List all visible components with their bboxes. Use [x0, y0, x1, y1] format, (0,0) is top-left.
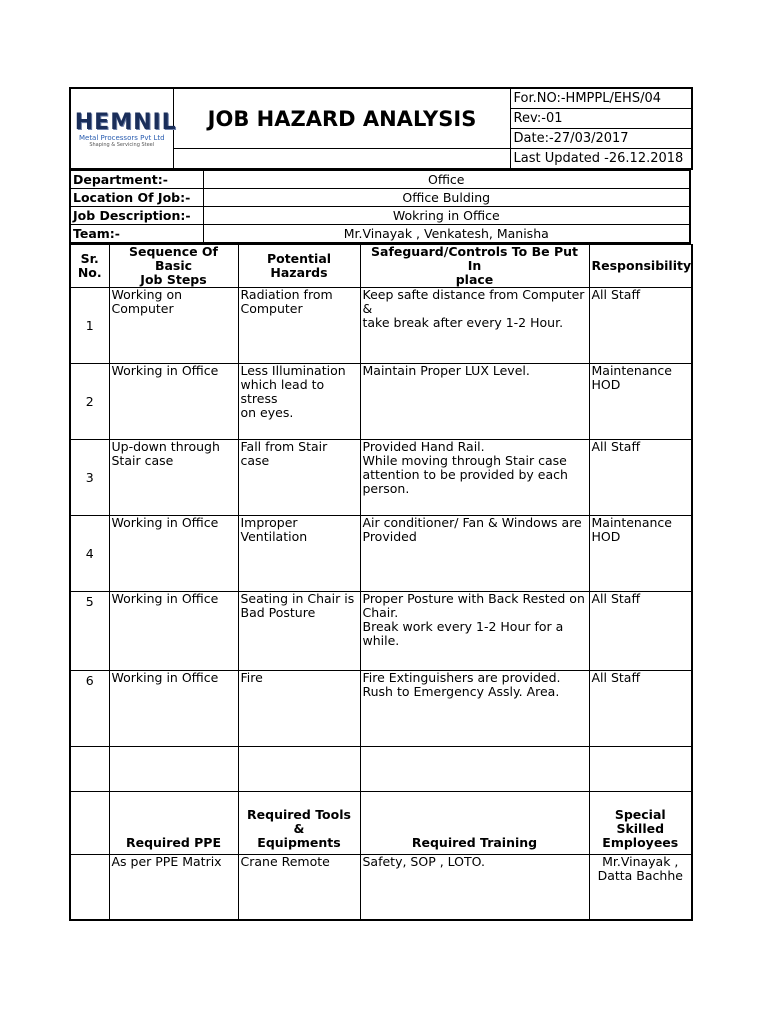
required-ppe-label: Required PPE — [109, 792, 238, 855]
row-step: Working in Office — [109, 516, 238, 592]
description-label: Job Description:- — [70, 207, 203, 225]
company-logo — [70, 88, 177, 169]
logo-subtitle: Metal Processors Pvt Ltd — [78, 133, 165, 142]
table-row — [70, 440, 692, 516]
required-tools-label: Required Tools & Equipments — [238, 792, 360, 855]
row-control: Proper Posture with Back Rested on Chair. Break work every 1-2 Hour for a while. — [360, 592, 589, 671]
document-title: JOB HAZARD ANALYSIS — [173, 88, 510, 149]
row-responsibility: All Staff — [589, 288, 692, 364]
row-sr: 3 — [70, 440, 109, 516]
row-control: Air conditioner/ Fan & Windows are Provided — [360, 516, 589, 592]
logo-tagline: Shaping & Servicing Steel — [89, 141, 155, 148]
table-row — [70, 671, 692, 747]
issue-date: Date:-27/03/2017 — [510, 129, 692, 149]
table-row — [70, 364, 692, 440]
row-hazard: Fire — [238, 671, 360, 747]
col-responsibility: Responsibility — [589, 245, 692, 288]
team-label: Team:- — [70, 225, 203, 244]
row-hazard: Radiation from Computer — [238, 288, 360, 364]
form-number: For.NO:-HMPPL/EHS/04 — [510, 88, 692, 109]
row-sr: 5 — [70, 592, 109, 671]
required-training-label: Required Training — [360, 792, 589, 855]
table-row — [70, 288, 692, 364]
col-job-steps: Sequence Of Basic Job Steps — [109, 245, 238, 288]
location-value: Office Bulding — [203, 189, 690, 207]
row-sr: 6 — [70, 671, 109, 747]
special-skilled-value: Mr.Vinayak , Datta Bachhe — [589, 855, 692, 921]
required-ppe-value: As per PPE Matrix — [109, 855, 238, 921]
revision: Rev:-01 — [510, 109, 692, 129]
row-sr: 1 — [70, 288, 109, 364]
row-sr: 4 — [70, 516, 109, 592]
department-label: Department:- — [70, 171, 203, 189]
required-tools-value: Crane Remote — [238, 855, 360, 921]
department-value: Office — [203, 171, 690, 189]
table-row — [70, 592, 692, 671]
row-control: Keep safte distance from Computer & take break after every 1-2 Hour. — [360, 288, 589, 364]
hazard-table-header — [70, 245, 692, 288]
row-hazard: Improper Ventilation — [238, 516, 360, 592]
row-control: Fire Extinguishers are provided. Rush to Emergency Assly. Area. — [360, 671, 589, 747]
col-sr-no: Sr. No. — [70, 245, 109, 288]
header-table — [69, 87, 693, 170]
empty-cell — [360, 747, 589, 792]
row-control: Provided Hand Rail. While moving through Stair case attention to be provided by each person. — [360, 440, 589, 516]
empty-cell — [109, 747, 238, 792]
row-responsibility: All Staff — [589, 440, 692, 516]
table-row — [70, 516, 692, 592]
empty-cell — [70, 792, 109, 855]
empty-cell — [70, 747, 109, 792]
row-hazard: Fall from Stair case — [238, 440, 360, 516]
team-value: Mr.Vinayak , Venkatesh, Manisha — [203, 225, 690, 244]
row-responsibility: All Staff — [589, 671, 692, 747]
row-responsibility: All Staff — [589, 592, 692, 671]
row-step: Working on Computer — [109, 288, 238, 364]
logo-name: HEMNIL — [74, 109, 177, 135]
required-training-value: Safety, SOP , LOTO. — [360, 855, 589, 921]
empty-row — [70, 747, 692, 792]
row-step: Up-down through Stair case — [109, 440, 238, 516]
row-sr: 2 — [70, 364, 109, 440]
location-label: Location Of Job:- — [70, 189, 203, 207]
empty-cell — [589, 747, 692, 792]
requirements-header — [70, 792, 692, 855]
jha-sheet — [69, 87, 691, 921]
row-hazard: Less Illumination which lead to stress on eyes. — [238, 364, 360, 440]
row-step: Working in Office — [109, 671, 238, 747]
special-skilled-label: Special Skilled Employees — [589, 792, 692, 855]
title-spacer — [173, 149, 510, 170]
description-value: Wokring in Office — [203, 207, 690, 225]
job-info-table — [69, 170, 691, 244]
empty-cell — [70, 855, 109, 921]
requirements-row — [70, 855, 692, 921]
row-responsibility: Maintenance HOD — [589, 364, 692, 440]
row-step: Working in Office — [109, 592, 238, 671]
empty-cell — [238, 747, 360, 792]
row-control: Maintain Proper LUX Level. — [360, 364, 589, 440]
hazard-table — [69, 244, 693, 921]
col-safeguards: Safeguard/Controls To Be Put In place — [360, 245, 589, 288]
col-potential-hazards: Potential Hazards — [238, 245, 360, 288]
row-step: Working in Office — [109, 364, 238, 440]
row-responsibility: Maintenance HOD — [589, 516, 692, 592]
row-hazard: Seating in Chair is Bad Posture — [238, 592, 360, 671]
last-updated: Last Updated -26.12.2018 — [510, 149, 692, 170]
